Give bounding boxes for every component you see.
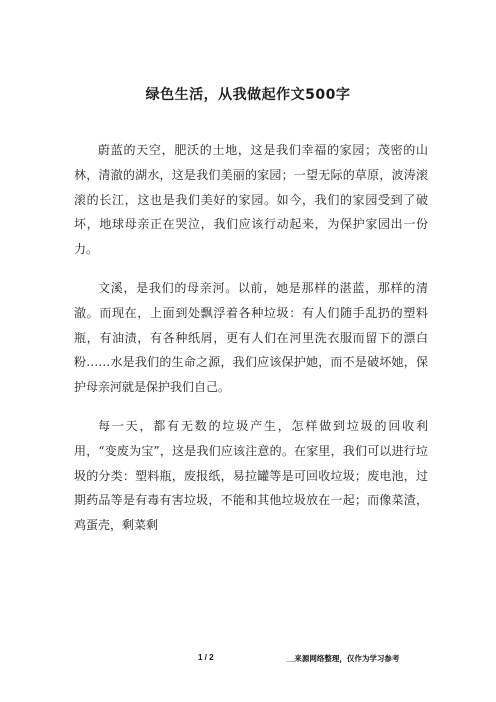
document-title: 绿色生活，从我做起作文500字 <box>145 87 351 103</box>
paragraph-2: 文溪，是我们的母亲河。以前，她是那样的湛蓝，那样的清澈。而现在，上面到处飘浮着各种垃圾：有人们随手乱扔的塑料瓶，有油渍，有各种纸屑，更有人们在河里洗衣服而留下的漂白粉……水是我们的生命之源，我们应该保护她，而不是破坏她，保护母亲河就是保护我们自己。 <box>74 280 428 395</box>
paragraph-1: 蔚蓝的天空，肥沃的土地，这是我们幸福的家园；茂密的山林，清澈的湖水，这是我们美丽的家园；一望无际的草原，波涛滚滚的长江，这也是我们美好的家园。如今，我们的家园受到了破坏，地球母亲正在哭泣，我们应该行动起来，为保护家园出一份力。 <box>74 143 428 257</box>
paragraph-3: 每一天，都有无数的垃圾产生，怎样做到垃圾的回收利用，“变废为宝”，这是我们应该注意的。在家里，我们可以进行垃圾的分类：塑料瓶，废报纸，易拉罐等是可回收垃圾；废电池，过期药品等是有毒有害垃圾，不能和其他垃圾放在一起；而像菜渣，鸡蛋壳，剩菜剩 <box>74 418 428 533</box>
page-number: 1 / 2 <box>198 653 214 662</box>
document-body <box>74 138 428 552</box>
source-note: __来源网络整理，仅作为学习参考 <box>286 654 400 663</box>
page-footer <box>0 645 496 665</box>
